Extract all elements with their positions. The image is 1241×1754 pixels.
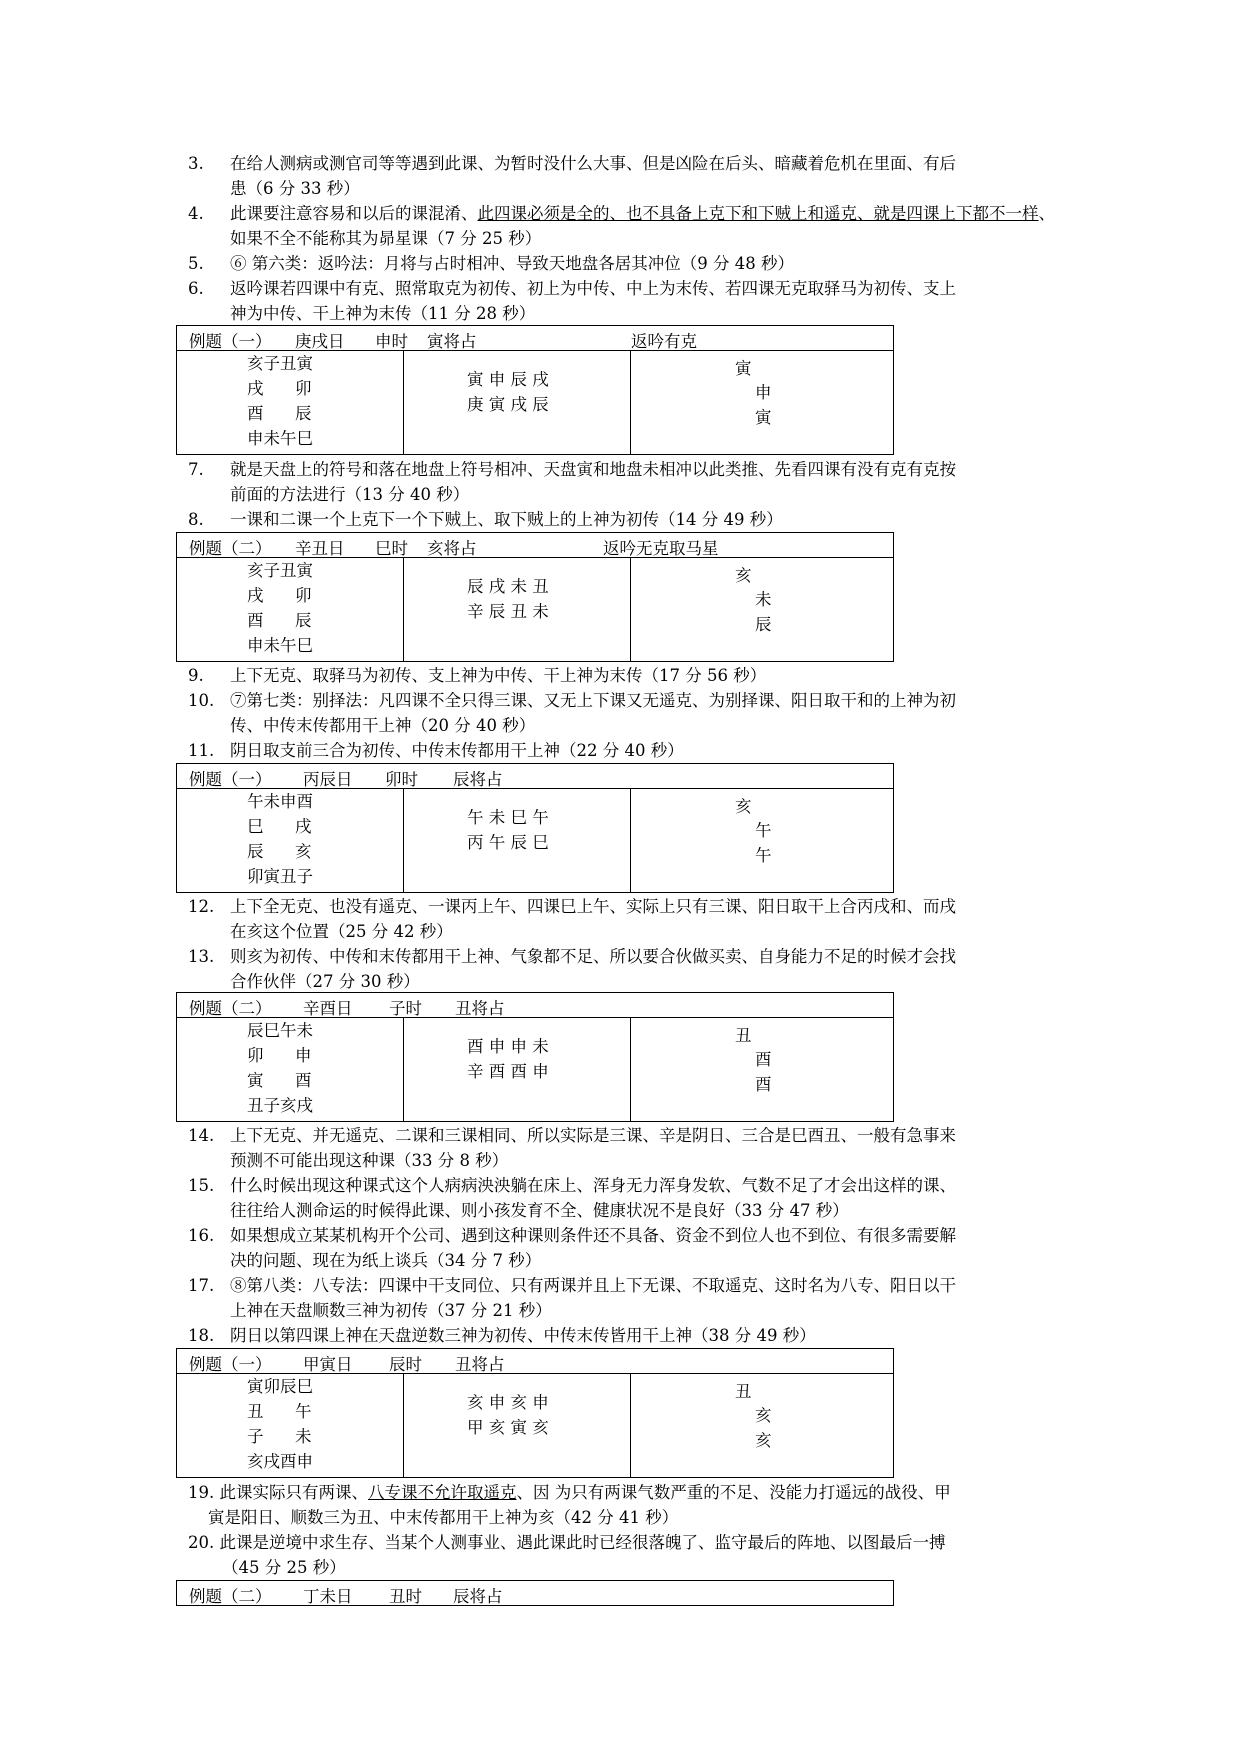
three-transmissions-cell bbox=[631, 1018, 893, 1122]
earth-plate-cell bbox=[177, 558, 404, 662]
example-table bbox=[176, 763, 894, 893]
lesson-row: 寅 申 辰 戌 bbox=[467, 370, 549, 389]
example-label: 例题（二） bbox=[189, 999, 272, 1018]
general-label: 辰将占 bbox=[453, 1587, 503, 1606]
lesson-row: 亥 申 亥 申 bbox=[467, 1393, 549, 1412]
list-item bbox=[188, 1173, 1068, 1223]
item-text: ⑥ 第六类：返吟法：月将与占时相冲、导致天地盘各居其冲位（9 分 48 秒） bbox=[230, 254, 794, 273]
list-item bbox=[188, 276, 1068, 326]
four-lessons-cell bbox=[404, 789, 631, 893]
plate-row: 酉 辰 bbox=[247, 404, 312, 423]
transmission: 丑 bbox=[735, 1382, 752, 1401]
plate-row: 亥戌酉申 bbox=[247, 1452, 313, 1471]
plate-row: 卯寅丑子 bbox=[247, 867, 313, 886]
example-table bbox=[176, 1580, 894, 1606]
table-header bbox=[177, 326, 893, 351]
lesson-row: 辛 辰 丑 未 bbox=[467, 602, 549, 621]
three-transmissions-cell bbox=[631, 351, 893, 455]
transmission: 午 bbox=[755, 821, 772, 840]
item-number: 3. bbox=[188, 154, 204, 173]
item-text: ⑦第七类：别择法：凡四课不全只得三课、又无上下课又无遥克、为别择课、阳日取干和的上神为初 bbox=[230, 691, 956, 710]
example-label: 例题（一） bbox=[189, 332, 272, 351]
list-item bbox=[188, 738, 1068, 763]
item-number: 7. bbox=[188, 460, 204, 479]
plate-row: 丑 午 bbox=[247, 1402, 312, 1421]
four-lessons-cell bbox=[404, 1018, 631, 1122]
item-text: 阴日取支前三合为初传、中传末传都用干上神（22 分 40 秒） bbox=[230, 741, 684, 760]
item-text: 合作伙伴（27 分 30 秒） bbox=[230, 972, 420, 991]
hour-label: 巳时 bbox=[375, 539, 408, 558]
item-text: 前面的方法进行（13 分 40 秒） bbox=[230, 485, 470, 504]
list-item bbox=[188, 1123, 1068, 1173]
plate-row: 子 未 bbox=[247, 1427, 312, 1446]
transmission: 亥 bbox=[755, 1406, 772, 1425]
item-text: 预测不可能出现这种课（33 分 8 秒） bbox=[230, 1151, 509, 1170]
underlined-text: 八专课不允许取遥克 bbox=[368, 1483, 517, 1502]
item-number: 14. bbox=[188, 1126, 215, 1145]
hour-label: 丑时 bbox=[389, 1587, 422, 1606]
note-label: 返吟有克 bbox=[631, 332, 697, 351]
plate-row: 午未申酉 bbox=[247, 792, 313, 811]
plate-row: 巳 戌 bbox=[247, 817, 312, 836]
earth-plate-cell bbox=[177, 1374, 404, 1478]
hour-label: 辰时 bbox=[389, 1355, 422, 1374]
three-transmissions-cell bbox=[631, 789, 893, 893]
list-item bbox=[188, 944, 1068, 994]
table-header bbox=[177, 533, 893, 558]
item-text: 如果想成立某某机构开个公司、遇到这种课则条件还不具备、资金不到位人也不到位、有很多需要解 bbox=[230, 1226, 956, 1245]
item-text: 就是天盘上的符号和落在地盘上符号相冲、天盘寅和地盘未相冲以此类推、先看四课有没有克有克按 bbox=[230, 460, 956, 479]
item-number: 6. bbox=[188, 279, 204, 298]
item-number: 5. bbox=[188, 254, 204, 273]
hour-label: 申时 bbox=[375, 332, 408, 351]
item-text: 患（6 分 33 秒） bbox=[230, 179, 360, 198]
item-text: 则亥为初传、中传和末传都用干上神、气象都不足、所以要合伙做买卖、自身能力不足的时候才会找 bbox=[230, 947, 956, 966]
list-item bbox=[188, 457, 1068, 507]
example-label: 例题（二） bbox=[189, 1587, 272, 1606]
item-text: 此课是逆境中求生存、当某个人测事业、遇此课此时已经很落魄了、监守最后的阵地、以图最后一搏 bbox=[219, 1533, 946, 1552]
item-text: 一课和二课一个上克下一个下贼上、取下贼上的上神为初传（14 分 49 秒） bbox=[230, 510, 783, 529]
item-text: 返吟课若四课中有克、照常取克为初传、初上为中传、中上为末传、若四课无克取驿马为初传、支上 bbox=[230, 279, 956, 298]
item-text: 传、中传末传都用干上神（20 分 40 秒） bbox=[230, 716, 536, 735]
day-label: 辛酉日 bbox=[303, 999, 353, 1018]
lesson-row: 丙 午 辰 巳 bbox=[467, 833, 549, 852]
item-text: 上下无克、取驿马为初传、支上神为中传、干上神为末传（17 分 56 秒） bbox=[230, 666, 767, 685]
item-text: 决的问题、现在为纸上谈兵（34 分 7 秒） bbox=[230, 1251, 542, 1270]
example-table bbox=[176, 992, 894, 1122]
list-item bbox=[188, 1223, 1068, 1273]
plate-row: 寅卯辰巳 bbox=[247, 1377, 313, 1396]
list-item bbox=[188, 251, 1068, 276]
example-label: 例题（二） bbox=[189, 539, 272, 558]
plate-row: 申未午巳 bbox=[247, 429, 313, 448]
item-text: 什么时候出现这种课式这个人病病泱泱躺在床上、浑身无力浑身发软、气数不足了才会出这样的课、 bbox=[230, 1176, 956, 1195]
transmission: 寅 bbox=[735, 359, 752, 378]
item-number: 12. bbox=[188, 897, 215, 916]
transmission: 亥 bbox=[735, 797, 752, 816]
lesson-row: 酉 申 申 未 bbox=[467, 1037, 549, 1056]
plate-row: 卯 申 bbox=[247, 1046, 312, 1065]
item-text: 、因 为只有两课气数严重的不足、没能力打遥远的战役、甲 bbox=[516, 1483, 951, 1502]
transmission: 丑 bbox=[735, 1026, 752, 1045]
day-label: 辛丑日 bbox=[295, 539, 345, 558]
item-text: 此课要注意容易和以后的课混淆、 bbox=[230, 204, 478, 223]
transmission: 辰 bbox=[755, 615, 772, 634]
four-lessons-cell bbox=[404, 1374, 631, 1478]
general-label: 亥将占 bbox=[427, 539, 477, 558]
table-header bbox=[177, 764, 893, 789]
list-item bbox=[188, 663, 1068, 688]
transmission: 亥 bbox=[735, 566, 752, 585]
table-header bbox=[177, 993, 893, 1018]
underlined-text: 此四课必须是全的、也不具备上克下和下贼上和遥克、就是四课上下都不一样 bbox=[477, 204, 1039, 223]
example-table bbox=[176, 325, 894, 455]
transmission: 未 bbox=[755, 590, 772, 609]
lesson-row: 辛 酉 酉 申 bbox=[467, 1062, 549, 1081]
three-transmissions-cell bbox=[631, 1374, 893, 1478]
list-item bbox=[188, 1530, 1068, 1580]
three-transmissions-cell bbox=[631, 558, 893, 662]
lesson-row: 辰 戌 未 丑 bbox=[467, 577, 549, 596]
item-text: 上下无克、并无遥克、二课和三课相同、所以实际是三课、辛是阴日、三合是巳酉丑、一般有急事来 bbox=[230, 1126, 956, 1145]
plate-row: 辰 亥 bbox=[247, 842, 312, 861]
transmission: 酉 bbox=[755, 1050, 772, 1069]
day-label: 庚戌日 bbox=[295, 332, 345, 351]
earth-plate-cell bbox=[177, 351, 404, 455]
lesson-row: 午 未 巳 午 bbox=[467, 808, 549, 827]
general-label: 丑将占 bbox=[455, 1355, 505, 1374]
day-label: 丁未日 bbox=[303, 1587, 353, 1606]
hour-label: 子时 bbox=[389, 999, 422, 1018]
plate-row: 酉 辰 bbox=[247, 611, 312, 630]
item-number: 18. bbox=[188, 1326, 215, 1345]
item-text: 上神在天盘顺数三神为初传（37 分 21 秒） bbox=[230, 1301, 552, 1320]
lesson-row: 甲 亥 寅 亥 bbox=[467, 1418, 549, 1437]
general-label: 辰将占 bbox=[453, 770, 503, 789]
list-item bbox=[188, 1323, 1068, 1348]
list-item bbox=[188, 1273, 1068, 1323]
four-lessons-cell bbox=[404, 558, 631, 662]
table-header bbox=[177, 1581, 893, 1605]
item-text: 此课实际只有两课、 bbox=[219, 1483, 368, 1502]
list-item bbox=[188, 151, 1068, 201]
plate-row: 亥子丑寅 bbox=[247, 561, 313, 580]
item-text: 在亥这个位置（25 分 42 秒） bbox=[230, 922, 453, 941]
list-item bbox=[188, 688, 1068, 738]
item-number: 10. bbox=[188, 691, 215, 710]
day-label: 丙辰日 bbox=[303, 770, 353, 789]
example-table bbox=[176, 532, 894, 662]
item-text: 神为中传、干上神为末传（11 分 28 秒） bbox=[230, 304, 536, 323]
transmission: 申 bbox=[755, 383, 772, 402]
four-lessons-cell bbox=[404, 351, 631, 455]
general-label: 寅将占 bbox=[427, 332, 477, 351]
plate-row: 申未午巳 bbox=[247, 636, 313, 655]
item-text: 在给人测病或测官司等等遇到此课、为暂时没什么大事、但是凶险在后头、暗藏着危机在里面、有后 bbox=[230, 154, 956, 173]
item-text: 往往给人测命运的时候得此课、则小孩发育不全、健康状况不是良好（33 分 47 秒） bbox=[230, 1201, 849, 1220]
item-number: 4. bbox=[188, 204, 204, 223]
example-label: 例题（一） bbox=[189, 770, 272, 789]
earth-plate-cell bbox=[177, 789, 404, 893]
example-table bbox=[176, 1348, 894, 1478]
item-number: 19. bbox=[188, 1483, 215, 1502]
table-header bbox=[177, 1349, 893, 1374]
transmission: 酉 bbox=[755, 1075, 772, 1094]
example-label: 例题（一） bbox=[189, 1355, 272, 1374]
item-number: 15. bbox=[188, 1176, 215, 1195]
item-text: 阴日以第四课上神在天盘逆数三神为初传、中传末传皆用干上神（38 分 49 秒） bbox=[230, 1326, 816, 1345]
plate-row: 亥子丑寅 bbox=[247, 354, 313, 373]
item-number: 17. bbox=[188, 1276, 215, 1295]
general-label: 丑将占 bbox=[455, 999, 505, 1018]
note-label: 返吟无克取马星 bbox=[603, 539, 719, 558]
day-label: 甲寅日 bbox=[303, 1355, 353, 1374]
earth-plate-cell bbox=[177, 1018, 404, 1122]
plate-row: 丑子亥戌 bbox=[247, 1096, 313, 1115]
hour-label: 卯时 bbox=[385, 770, 418, 789]
list-item bbox=[188, 507, 1068, 532]
list-item bbox=[188, 201, 1068, 251]
item-number: 11. bbox=[188, 741, 215, 760]
item-text: ⑧第八类：八专法：四课中干支同位、只有两课并且上下无课、不取遥克、这时名为八专、阳日以干 bbox=[230, 1276, 956, 1295]
item-number: 9. bbox=[188, 666, 204, 685]
plate-row: 辰巳午未 bbox=[247, 1021, 313, 1040]
list-item bbox=[188, 894, 1068, 944]
item-number: 13. bbox=[188, 947, 215, 966]
item-text: （45 分 25 秒） bbox=[222, 1558, 346, 1577]
item-text: 上下全无克、也没有遥克、一课丙上午、四课巳上午、实际上只有三课、阳日取干上合丙戌和、而戌 bbox=[230, 897, 956, 916]
transmission: 寅 bbox=[755, 408, 772, 427]
item-text: 、如果不全不能称其为昴星课（7 分 25 秒） bbox=[230, 204, 1055, 248]
item-number: 20. bbox=[188, 1533, 215, 1552]
item-number: 16. bbox=[188, 1226, 215, 1245]
plate-row: 寅 酉 bbox=[247, 1071, 312, 1090]
plate-row: 戌 卯 bbox=[247, 379, 312, 398]
lesson-row: 庚 寅 戌 辰 bbox=[467, 395, 549, 414]
transmission: 亥 bbox=[755, 1431, 772, 1450]
plate-row: 戌 卯 bbox=[247, 586, 312, 605]
item-number: 8. bbox=[188, 510, 204, 529]
transmission: 午 bbox=[755, 846, 772, 865]
item-text: 寅是阳日、顺数三为丑、中末传都用干上神为亥（42 分 41 秒） bbox=[208, 1508, 679, 1527]
list-item bbox=[188, 1480, 1068, 1530]
